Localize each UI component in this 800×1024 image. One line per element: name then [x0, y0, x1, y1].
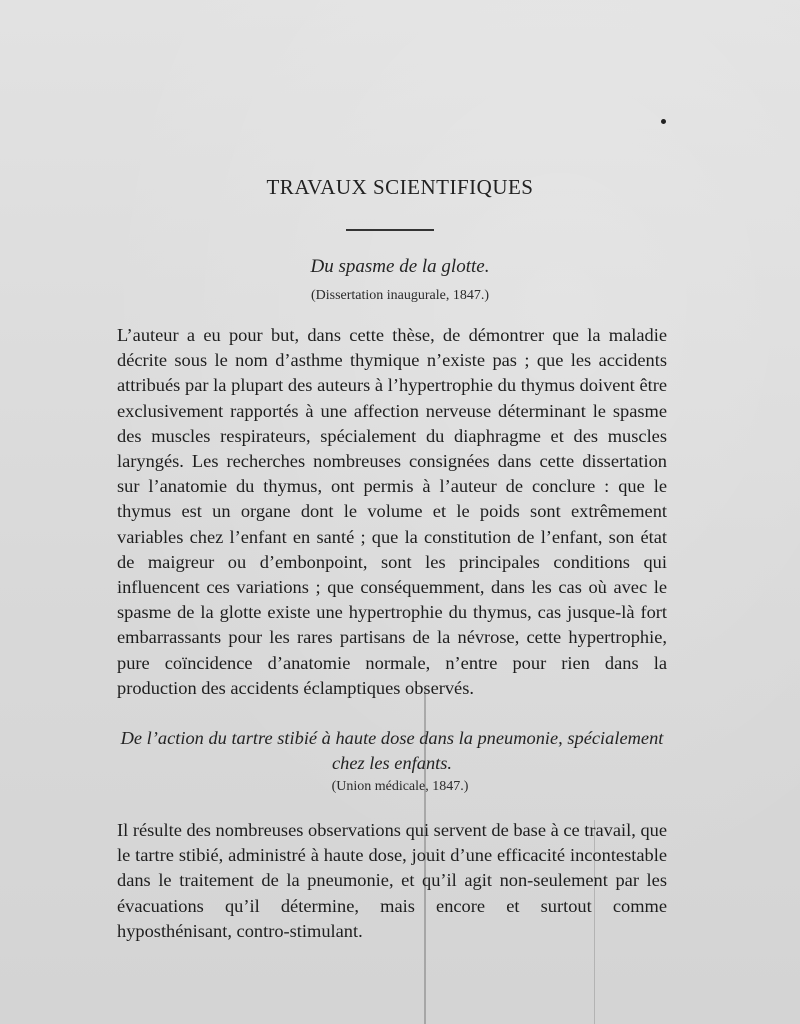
section-1-source: (Dissertation inaugurale, 1847.) [310, 288, 490, 303]
section-1-paragraph: L’auteur a eu pour but, dans cette thèse, de démontrer que la maladie décrite sous le nom d’asthme thymique n’existe pas ; que les accidents attribués par la plupart des auteurs à l’hypertrophie du thymus doivent être exclusivement rapportés à une affection nerveuse déterminant le spasme des muscles respirateurs, spécialement du diaphragme et des muscles laryngés. Les recherches nombreuses consignées dans cette dissertation sur l’anatomie du thymus, ont permis à l’auteur de conclure : que le thymus est un organe dont le volume et le poids sont extrêmement variables chez l’enfant en santé ; que la constitution de l’enfant, son état de maigreur ou d’embonpoint, sont les principales conditions qui influencent ces variations ; que conséquemment, dans les cas où avec le spasme de la glotte existe une hypertrophie du thymus, cas jusque-là fort embarrassants pour les rares partisans de la névrose, cette hypertrophie, pure coïncidence d’anatomie normale, n’entre pour rien dans la production des accidents éclamptiques observés. [117, 325, 667, 698]
section-2-title: De l’action du tartre stibié à haute dose dans la pneumonie, spécialement chez les enfants. [120, 728, 664, 773]
ink-spot [661, 119, 666, 124]
page-title: TRAVAUX SCIENTIFIQUES [266, 175, 534, 199]
section-2-source: (Union médicale, 1847.) [331, 779, 469, 794]
section-2-paragraph: Il résulte des nombreuses observations qui servent de base à ce travail, que le tartre stibié, administré à haute dose, jouit d’une efficacité incontestable dans le traitement de la pneumonie, et qu’il agit non-seulement par les évacuations qu’il détermine, mais encore et surtout comme hyposthénisant, contro-stimulant. [117, 820, 668, 941]
title-divider [346, 229, 434, 231]
section-1-title: Du spasme de la glotte. [310, 256, 490, 277]
